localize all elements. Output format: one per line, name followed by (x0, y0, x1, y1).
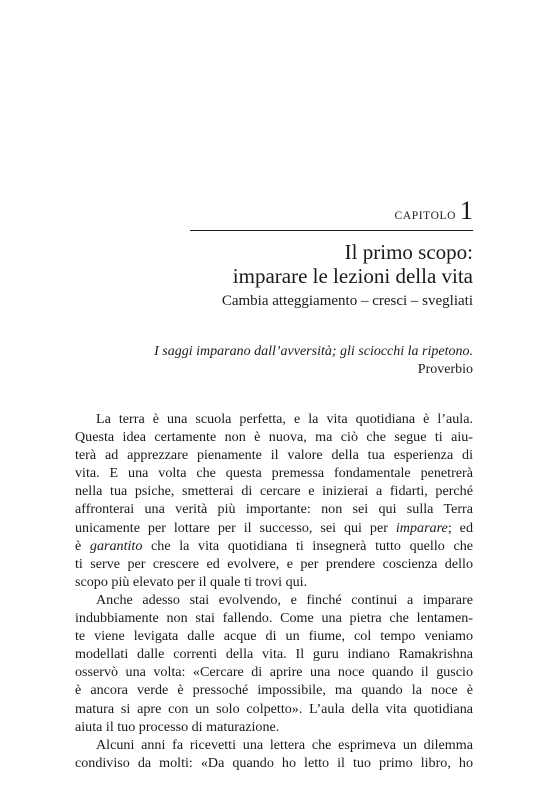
body-line: condiviso da molti: «Da quando ho letto il tuo primo libro, ho (75, 754, 473, 771)
body-line-text: che la vita quotidiana ti insegnerà tutto quello che (142, 537, 473, 554)
body-line-emphasis: garantito (89, 537, 143, 554)
body-line: modellati dalle correnti della vita. Il guru indiano Ramakrishna (75, 646, 473, 663)
body-line: indubbiamente non stai fallendo. Come una pietra che lentamen- (75, 610, 473, 627)
body-line-text: è (75, 537, 90, 554)
body-line: affronterai una verità più importante: non sei qui sulla Terra (75, 501, 473, 518)
body-line: vita. E una volta che questa premessa fondamentale penetrerà (75, 465, 473, 482)
body-line: ti serve per crescere ed evolvere, e per prendere coscienza dello (75, 555, 473, 572)
body-line: aiuta il tuo processo di maturazione. (75, 718, 280, 735)
body-line (75, 519, 473, 537)
body-line: matura si apre con un solo colpetto». L’aula della vita quotidiana (75, 700, 473, 717)
chapter-title-line-1: Il primo scopo: (344, 240, 473, 264)
body-line: osservò una volta: «Cercare di aprire una noce quando il guscio (75, 664, 473, 681)
chapter-word: CAPITOLO (394, 210, 456, 222)
body-line: è ancora verde è pressoché impossibile, ma quando la noce è (75, 682, 473, 699)
epigraph-source: Proverbio (417, 362, 473, 377)
epigraph-quote: I saggi imparano dall’avversità; gli sciocchi la ripetono. (154, 344, 473, 359)
chapter-rule (190, 230, 473, 231)
chapter-number: 1 (460, 196, 473, 225)
body-line: scopo più elevato per il quale ti trovi qui. (75, 573, 308, 590)
body-line: nella tua psiche, smetterai di cercare e inizierai a fidarti, perché (75, 483, 473, 500)
chapter-heading (395, 196, 473, 226)
body-line (75, 537, 473, 555)
body-line: Questa idea certamente non è nuova, ma ciò che segue ti aiu- (75, 429, 473, 446)
body-line-text: ; ed (447, 519, 473, 536)
body-line: Anche adesso stai evolvendo, e finché continui a imparare (96, 591, 473, 608)
body-text (75, 410, 473, 772)
body-line: La terra è una scuola perfetta, e la vita quotidiana è l’aula. (96, 411, 473, 427)
body-line-emphasis: imparare (395, 519, 448, 536)
chapter-subtitle: Cambia atteggiamento – cresci – svegliati (221, 293, 473, 309)
body-line: terà ad apprezzare pienamente il valore della tua esperienza di (75, 447, 473, 464)
chapter-title (233, 240, 473, 288)
chapter-title-line-2: imparare le lezioni della vita (232, 264, 473, 288)
body-line: te viene levigata dalle acque di un fiume, col tempo veniamo (75, 628, 473, 645)
epigraph (154, 343, 473, 379)
body-line-text: unicamente per lottare per il successo, sei qui per (75, 519, 396, 536)
body-line: Alcuni anni fa ricevetti una lettera che esprimeva un dilemma (96, 736, 473, 753)
